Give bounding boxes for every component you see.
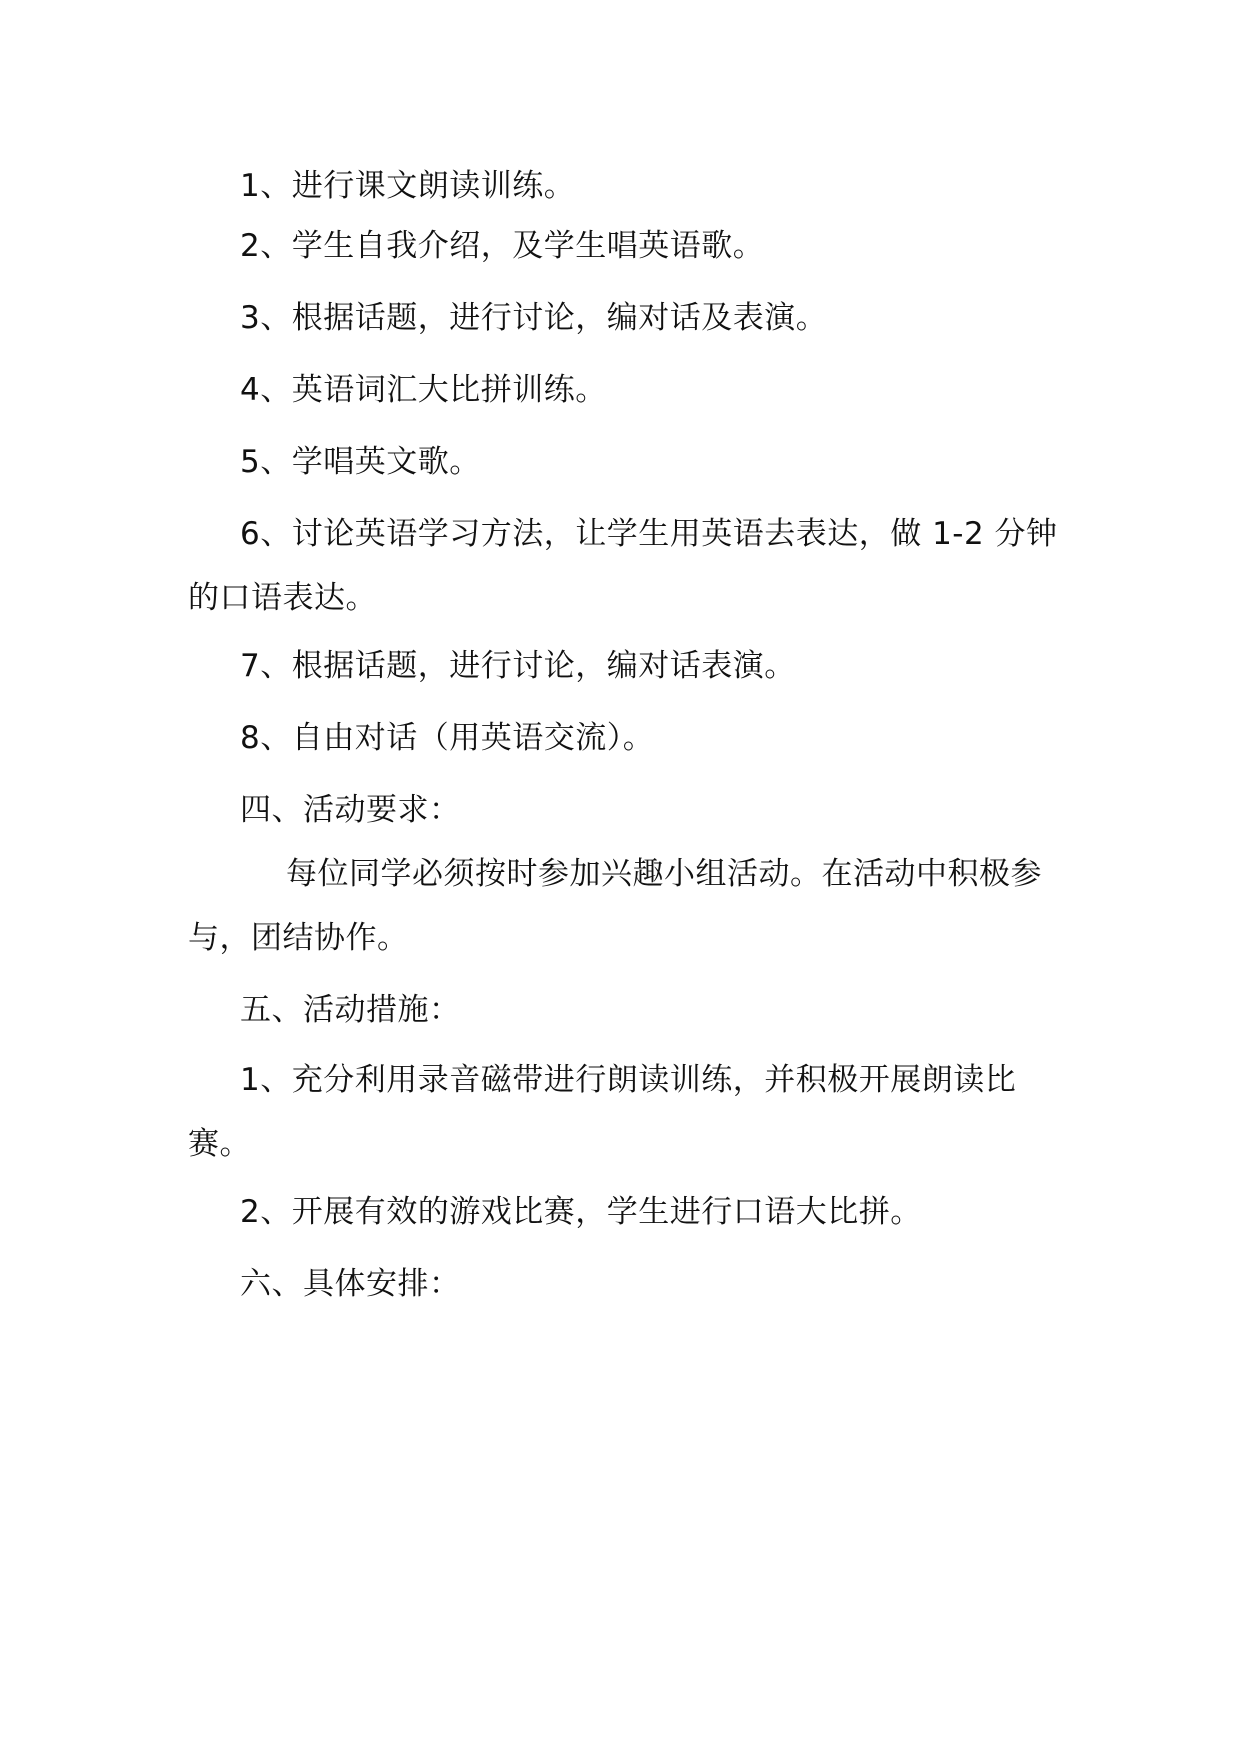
measure-item-2: 2、开展有效的游戏比赛，学生进行口语大比拼。 [240,1194,922,1230]
activity-item-5: 5、学唱英文歌。 [240,444,481,480]
activity-item-3: 3、根据话题，进行讨论，编对话及表演。 [240,300,828,336]
activity-item-6: 6、讨论英语学习方法，让学生用英语去表达，做 1-2 分钟的口语表达。 [188,516,1058,616]
activity-item-2: 2、学生自我介绍，及学生唱英语歌。 [240,228,765,264]
activity-item-4: 4、英语词汇大比拼训练。 [240,372,607,408]
section-heading-schedule: 六、具体安排： [240,1266,461,1302]
section-heading-requirements: 四、活动要求： [240,792,461,828]
section-heading-measures: 五、活动措施： [240,992,461,1028]
activity-item-1: 1、进行课文朗读训练。 [240,168,576,204]
requirements-paragraph: 每位同学必须按时参加兴趣小组活动。在活动中积极参与，团结协作。 [188,856,1042,956]
activity-item-7: 7、根据话题，进行讨论，编对话表演。 [240,648,796,684]
activity-item-8: 8、自由对话（用英语交流）。 [240,720,655,756]
measure-item-1: 1、充分利用录音磁带进行朗读训练，并积极开展朗读比赛。 [188,1062,1017,1162]
